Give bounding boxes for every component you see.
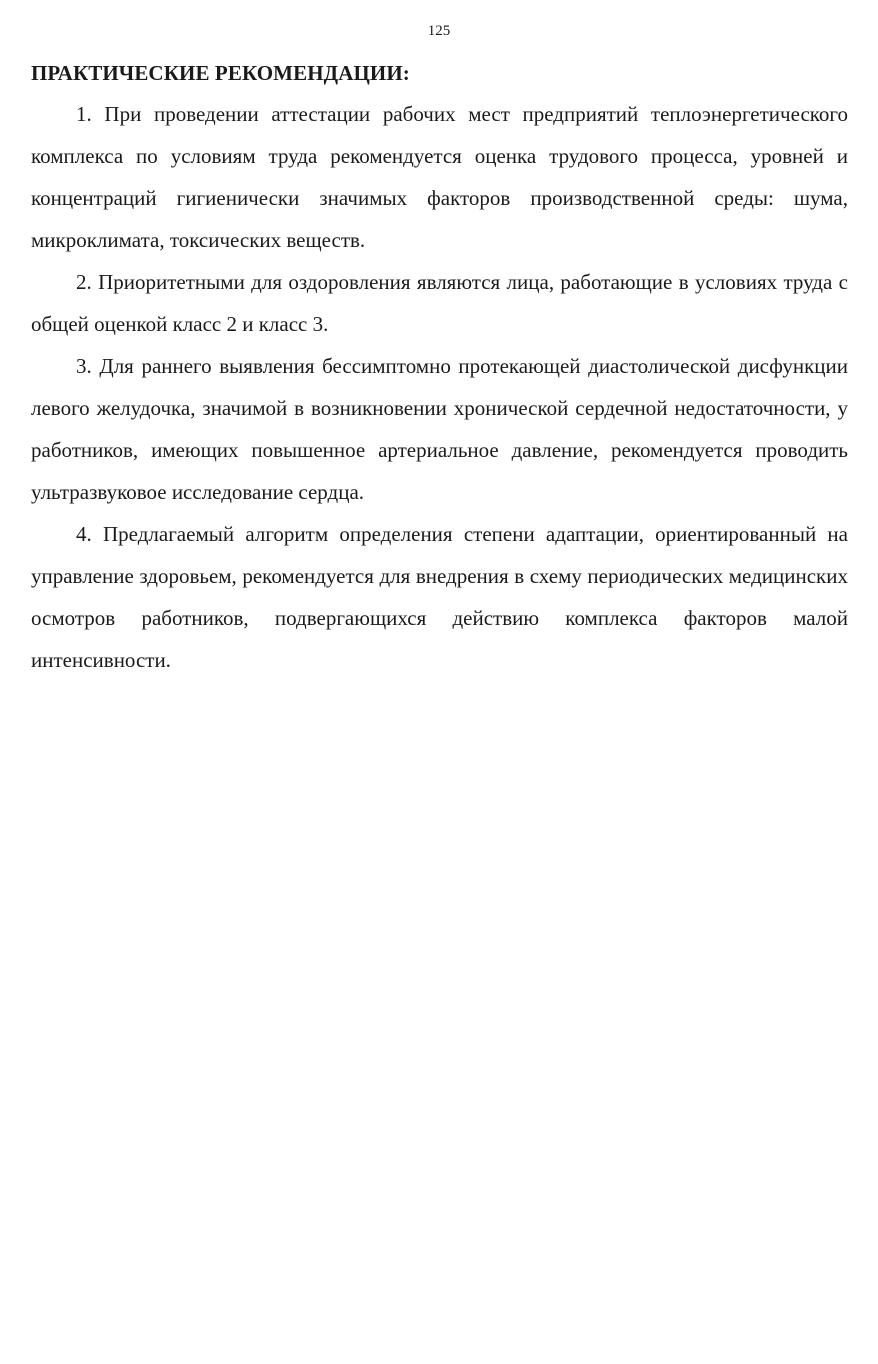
recommendation-paragraph-2: 2. Приоритетными для оздоровления являются лица, работающие в условиях труда с общей оценкой класс 2 и класс 3. (31, 270, 848, 336)
recommendation-paragraph-1: 1. При проведении аттестации рабочих мест предприятий теплоэнергетического комплекса по условиям труда рекомендуется оценка трудового процесса, уровней и концентраций гигиенически значимых факторов производственной среды: шума, микроклимата, токсических веществ. (31, 102, 848, 252)
recommendations-list (31, 93, 848, 681)
recommendation-paragraph-4: 4. Предлагаемый алгоритм определения степени адаптации, ориентированный на управление здоровьем, рекомендуется для внедрения в схему периодических медицинских осмотров работников, подвергающихся действию комплекса факторов малой интенсивности. (31, 522, 848, 672)
section-heading: ПРАКТИЧЕСКИЕ РЕКОМЕНДАЦИИ: (31, 61, 410, 85)
page-number: 125 (427, 23, 451, 39)
recommendation-paragraph-3: 3. Для раннего выявления бессимптомно протекающей диастолической дисфункции левого желудочка, значимой в возникновении хронической сердечной недостаточности, у работников, имеющих повышенное артериальное давление, рекомендуется проводить ультразвуковое исследование сердца. (31, 354, 848, 504)
